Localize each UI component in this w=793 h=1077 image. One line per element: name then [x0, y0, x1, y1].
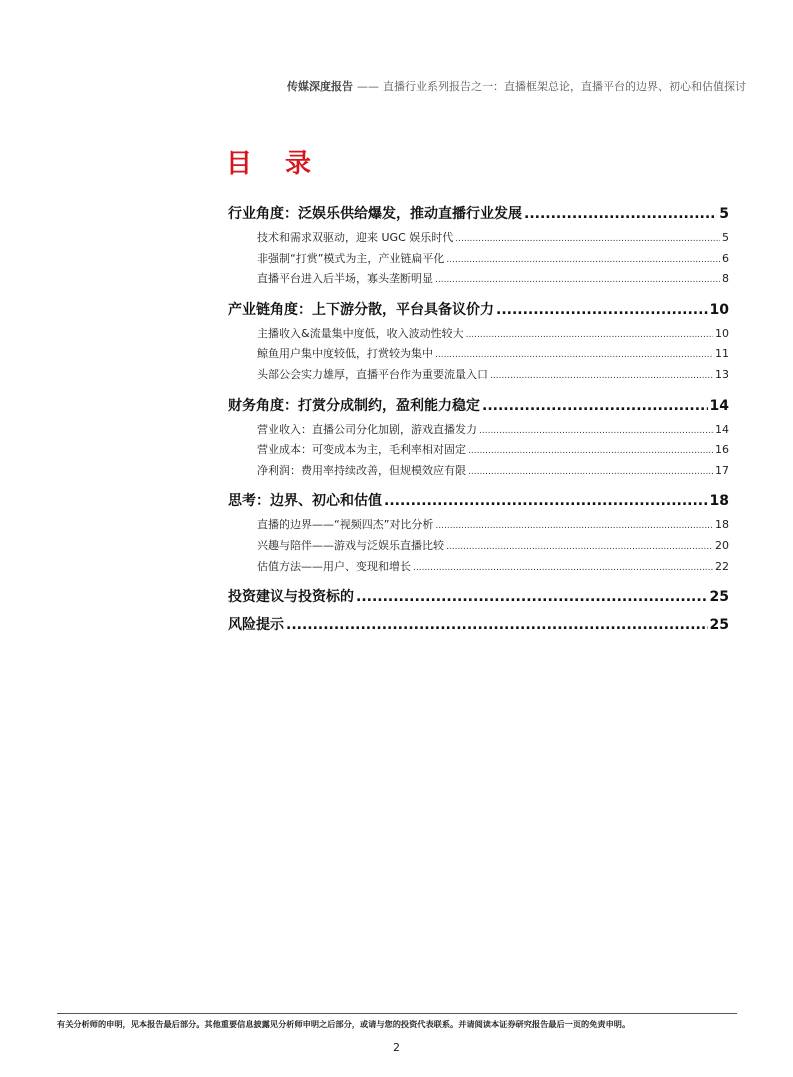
toc-subsection[interactable]: [228, 269, 729, 290]
toc-subsection-title[interactable]: 主播收入&流量集中度低，收入波动性较大: [257, 326, 464, 340]
toc-section-title[interactable]: 产业链角度：上下游分散，平台具备议价力: [228, 301, 494, 318]
dot-leader: [496, 296, 708, 324]
dot-leader: [479, 421, 713, 442]
toc-subsection-page: 14: [715, 422, 729, 436]
dot-leader: [435, 345, 713, 366]
toc-subsection[interactable]: [228, 324, 729, 345]
toc-subsection-page: 16: [715, 443, 729, 457]
toc-subsection-page: 11: [715, 347, 729, 361]
toc-subsection-title[interactable]: 非强制“打赏”模式为主，产业链扁平化: [257, 251, 445, 265]
toc-subsection-title[interactable]: 营业成本：可变成本为主，毛利率相对固定: [257, 443, 466, 457]
toc-section-title[interactable]: 财务角度：打赏分成制约，盈利能力稳定: [228, 397, 480, 414]
dot-leader: [384, 487, 708, 515]
toc-section-page: 18: [709, 493, 729, 510]
toc-section[interactable]: [228, 296, 729, 324]
toc-subsection-page: 17: [715, 463, 729, 477]
toc-section-title[interactable]: 风险提示: [228, 617, 284, 634]
toc-subsection-page: 10: [715, 326, 729, 340]
toc-subsection[interactable]: [228, 228, 729, 249]
toc-subsection-title[interactable]: 技术和需求双驱动，迎来 UGC 娱乐时代: [257, 231, 454, 244]
toc-subsection-page: 22: [715, 559, 729, 573]
toc-title: 目 录: [226, 149, 324, 179]
toc-section[interactable]: [228, 487, 729, 515]
table-of-contents: [228, 200, 729, 639]
toc-subsection-title[interactable]: 头部公会实力雄厚，直播平台作为重要流量入口: [257, 367, 488, 381]
report-type: 传媒深度报告: [287, 80, 353, 93]
report-subtitle: 直播行业系列报告之一：直播框架总论，直播平台的边界、初心和估值探讨: [383, 80, 746, 93]
footer-divider: [57, 1013, 737, 1014]
dot-leader: [466, 325, 713, 346]
toc-subsection[interactable]: [228, 344, 729, 365]
toc-subsection-title[interactable]: 净利润：费用率持续改善，但规模效应有限: [257, 463, 466, 477]
toc-subsection-title[interactable]: 直播平台进入后半场，寡头垄断明显: [257, 272, 433, 286]
dot-leader: [413, 558, 713, 579]
dot-leader: [286, 611, 708, 639]
dot-leader: [455, 229, 720, 250]
report-header: [287, 78, 746, 94]
dot-leader: [468, 462, 713, 483]
toc-section-page: 14: [709, 397, 729, 414]
dot-leader: [435, 516, 713, 537]
toc-section[interactable]: [228, 611, 729, 639]
toc-subsection-title[interactable]: 估值方法——用户、变现和增长: [257, 559, 411, 573]
toc-section-page: 10: [709, 301, 729, 318]
dot-leader: [468, 441, 713, 462]
toc-subsection-title[interactable]: 兴趣与陪伴——游戏与泛娱乐直播比较: [257, 538, 444, 552]
toc-section-title[interactable]: 投资建议与投资标的: [228, 589, 354, 606]
toc-subsection[interactable]: [228, 249, 729, 270]
toc-subsection-title[interactable]: 直播的边界——“视频四杰”对比分析: [257, 518, 434, 532]
toc-subsection[interactable]: [228, 557, 729, 578]
dot-leader: [490, 366, 713, 387]
dot-leader: [356, 583, 708, 611]
dot-leader: [482, 392, 708, 420]
toc-subsection-page: 20: [715, 538, 729, 552]
toc-subsection[interactable]: [228, 365, 729, 386]
dot-leader: [524, 200, 717, 228]
toc-section[interactable]: [228, 392, 729, 420]
page-number: 2: [393, 1041, 400, 1054]
toc-subsection-title[interactable]: 营业收入：直播公司分化加剧，游戏直播发力: [257, 422, 477, 436]
toc-subsection-page: 18: [715, 518, 729, 532]
toc-section[interactable]: [228, 583, 729, 611]
toc-section-page: 25: [709, 589, 729, 606]
toc-section-page: 5: [719, 206, 729, 222]
toc-section[interactable]: [228, 200, 729, 228]
toc-subsection-title[interactable]: 鲸鱼用户集中度较低，打赏较为集中: [257, 347, 433, 361]
header-separator: ——: [357, 80, 379, 93]
toc-section-title[interactable]: 行业角度：泛娱乐供给爆发，推动直播行业发展: [228, 206, 522, 222]
toc-subsection-page: 13: [715, 367, 729, 381]
toc-subsection-page: 6: [722, 251, 729, 265]
toc-section-title[interactable]: 思考：边界、初心和估值: [228, 493, 382, 510]
toc-subsection-page: 8: [722, 272, 729, 286]
toc-subsection[interactable]: [228, 440, 729, 461]
dot-leader: [446, 250, 720, 271]
toc-subsection[interactable]: [228, 461, 729, 482]
dot-leader: [435, 270, 720, 291]
toc-section-page: 25: [709, 617, 729, 634]
toc-subsection[interactable]: [228, 420, 729, 441]
toc-subsection[interactable]: [228, 515, 729, 536]
toc-subsection-page: 5: [722, 231, 729, 244]
toc-subsection[interactable]: [228, 536, 729, 557]
footer-disclaimer: 有关分析师的申明，见本报告最后部分。其他重要信息披露见分析师申明之后部分，或请与您的投资代表联系。并请阅读本证券研究报告最后一页的免责申明。: [57, 1019, 631, 1029]
dot-leader: [446, 537, 713, 558]
